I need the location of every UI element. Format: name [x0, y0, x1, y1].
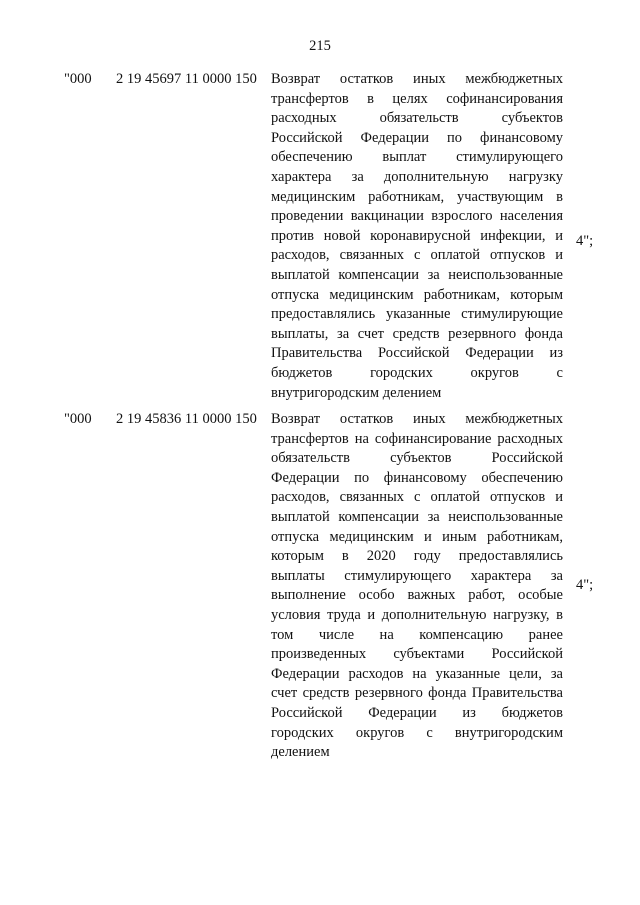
- description-line: выплатой компенсации за неиспользованные: [271, 508, 563, 525]
- budget-classification-code: 2 19 45836 11 0000 150: [116, 411, 257, 427]
- description-line: том числе на компенсацию ранее: [271, 626, 563, 643]
- description-line: отпуска медицинским работникам, которым: [271, 286, 563, 303]
- description-line: предоставлялись указанные стимулирующие: [271, 306, 563, 323]
- entry-description: [271, 70, 563, 403]
- description-line: Федерации расходов на указанные цели, за: [271, 665, 563, 682]
- description-line: делением: [271, 744, 330, 761]
- description-line: условия труда и дополнительную нагрузку, в: [271, 606, 563, 623]
- description-line: трансфертов в целях софинансирования: [271, 90, 563, 107]
- amount-value: 4";: [576, 233, 594, 249]
- description-line: Правительства Российской Федерации из: [271, 345, 563, 362]
- description-line: Федерации по финансовому обеспечению: [271, 469, 563, 486]
- description-line: медицинским работникам, участвующим в: [271, 188, 563, 205]
- entry-description: [271, 410, 563, 763]
- description-line: счет средств резервного фонда Правительства: [271, 685, 563, 702]
- description-line: против новой коронавирусной инфекции, и: [271, 227, 563, 244]
- admin-code: "000: [64, 411, 92, 427]
- description-line: расходных обязательств субъектов: [271, 110, 563, 127]
- description-line: бюджетов городских округов с: [271, 364, 563, 381]
- description-line: расходов, связанных с оплатой отпусков и: [271, 247, 563, 264]
- description-line: трансфертов на софинансирование расходных: [271, 430, 563, 447]
- budget-entry: [0, 70, 640, 430]
- description-line: произведенных субъектами Российской: [271, 646, 563, 663]
- description-line: внутригородским делением: [271, 384, 442, 401]
- description-line: отпуска медицинским и иным работникам,: [271, 528, 563, 545]
- description-line: Возврат остатков иных межбюджетных: [271, 71, 563, 87]
- description-line: обеспечению выплат стимулирующего: [271, 149, 563, 166]
- description-line: которым в 2020 году предоставлялись: [271, 548, 563, 565]
- page-number: 215: [309, 38, 331, 54]
- description-line: Российской Федерации по финансовому: [271, 129, 563, 146]
- description-line: выплатой компенсации за неиспользованные: [271, 266, 563, 283]
- description-line: расходов, связанных с оплатой отпусков и: [271, 489, 563, 506]
- description-line: Российской Федерации из бюджетов: [271, 704, 563, 721]
- amount-value: 4";: [576, 577, 594, 593]
- description-line: выплаты, за счет средств резервного фонда: [271, 325, 563, 342]
- description-line: характера за дополнительную нагрузку: [271, 168, 563, 185]
- budget-classification-code: 2 19 45697 11 0000 150: [116, 71, 257, 87]
- description-line: проведении вакцинации взрослого населения: [271, 208, 563, 225]
- description-line: выплаты стимулирующего характера за: [271, 567, 563, 584]
- admin-code: "000: [64, 71, 92, 87]
- budget-entry: [0, 410, 640, 770]
- description-line: выполнение особо важных работ, особые: [271, 587, 563, 604]
- description-line: обязательств субъектов Российской: [271, 450, 563, 467]
- description-line: городских округов с внутригородским: [271, 724, 563, 741]
- description-line: Возврат остатков иных межбюджетных: [271, 411, 563, 427]
